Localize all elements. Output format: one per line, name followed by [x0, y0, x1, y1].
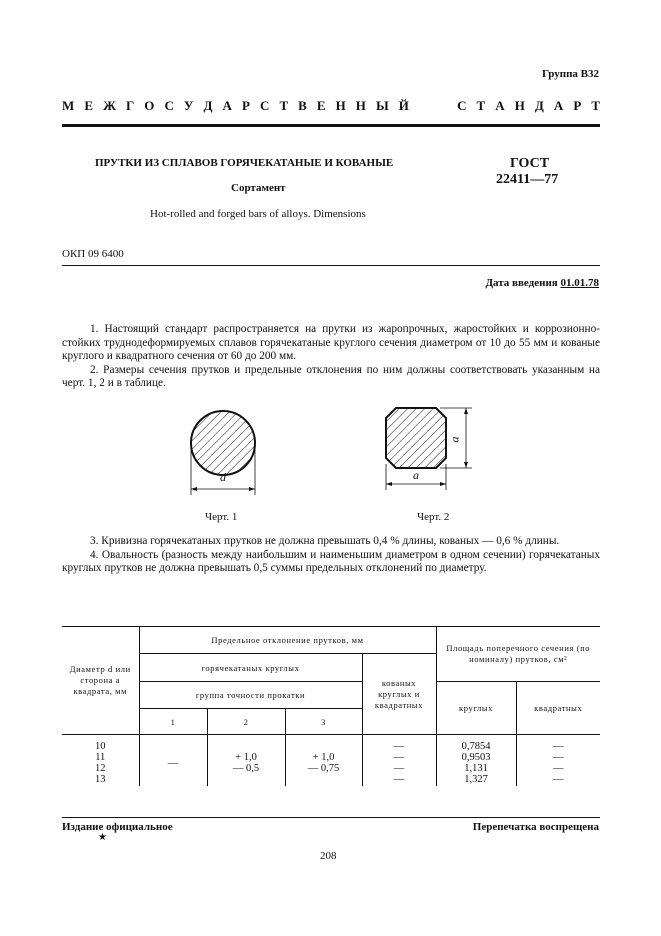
paragraphs-block-1 [62, 323, 600, 391]
group2-cell [207, 735, 285, 787]
header-round: круглых [436, 682, 516, 735]
okp-rule [62, 265, 600, 266]
fig2-bottom-label: a [413, 468, 419, 482]
diameter-cell [62, 735, 139, 787]
round-area-value: 1,327 [464, 774, 488, 785]
document-subtitle: Сортамент [231, 182, 286, 194]
paragraph-4: 4. Овальность (разность между наибольшим и наименьшим диаметром в одном сечении) горячекатаных круглых прутков не должна превышать 0,5 суммы предельных отклонений по диаметру. [62, 548, 600, 574]
header-diameter: Диаметр d или сторона a квадрата, мм [62, 627, 139, 735]
group3-plus: + 1,0 [312, 752, 335, 763]
forged-value: — [393, 763, 405, 774]
forged-cell [362, 735, 436, 787]
header-precision: группа точности прокатки [139, 682, 362, 709]
header-forged: кованых круглых и квадратных [362, 654, 436, 735]
fig1-dimension-label: d [220, 470, 226, 484]
paragraph-2: 2. Размеры сечения прутков и предельные отклонения по ним должны соответствовать указанным на черт. 1, 2 и в таблице. [62, 363, 600, 389]
diameter-value: 11 [95, 752, 106, 763]
standard-banner [62, 98, 600, 114]
forged-value: — [393, 774, 405, 785]
forged-value: — [393, 741, 405, 752]
square-area-cell [516, 735, 600, 787]
diameter-value: 12 [95, 763, 106, 774]
round-area-value: 1,131 [464, 763, 488, 774]
header-group-3: 3 [285, 709, 362, 735]
group1-value: — [167, 757, 179, 769]
group3-minus: — 0,75 [307, 763, 340, 774]
banner-rule [62, 124, 600, 127]
square-area-value: — [553, 774, 564, 785]
footer-official: Издание официальное [62, 821, 173, 833]
diameter-value: 10 [95, 741, 106, 752]
gost-label: ГОСТ [510, 156, 550, 171]
header-hot-round: горячекатаных круглых [139, 654, 362, 682]
document-title: ПРУТКИ ИЗ СПЛАВОВ ГОРЯЧЕКАТАНЫЕ И КОВАНЫЕ [95, 157, 394, 169]
star-icon: ★ [98, 832, 107, 843]
square-area-value: — [553, 763, 564, 774]
figure-square-section [380, 402, 475, 492]
diameter-value: 13 [95, 774, 106, 785]
english-title: Hot-rolled and forged bars of alloys. Dimensions [150, 208, 366, 220]
page-number: 208 [320, 850, 337, 862]
fig1-caption: Черт. 1 [205, 511, 238, 523]
footer-reprint: Перепечатка воспрещена [472, 821, 599, 833]
paragraph-1: 1. Настоящий стандарт распространяется на прутки из жаропрочных, жаростойких и коррозионно-стойких труднодеформируемых сплавов горячекатаные круглого сечения диаметром от 10 до 55 мм и кованые круглого и квадратного сечения от 60 до 200 мм. [62, 323, 600, 362]
square-area-value: — [553, 752, 564, 763]
fig2-caption: Черт. 2 [417, 511, 450, 523]
okp-code: ОКП 09 6400 [62, 248, 124, 260]
group1-cell [139, 735, 207, 787]
fig2-side-label: a [447, 436, 462, 443]
sizes-table [62, 626, 600, 786]
group-code: Группа В32 [541, 68, 599, 80]
group2-minus: — 0,5 [232, 763, 260, 774]
header-group-1: 1 [139, 709, 207, 735]
banner-right: С Т А Н Д А Р Т [457, 98, 600, 113]
group2-plus: + 1,0 [235, 752, 257, 763]
forged-value: — [393, 752, 405, 763]
effective-date [485, 277, 599, 289]
header-square: квадратных [516, 682, 600, 735]
round-area-value: 0,7854 [461, 741, 491, 752]
group3-cell [285, 735, 362, 787]
header-deviation: Предельное отклонение прутков, мм [139, 627, 436, 654]
table-row [62, 735, 600, 787]
gost-designation [496, 156, 558, 188]
gost-number: 22411—77 [496, 172, 559, 187]
round-area-value: 0,9503 [461, 752, 491, 763]
banner-left: М Е Ж Г О С У Д А Р С Т В Е Н Н Ы Й [62, 98, 409, 113]
header-group-2: 2 [207, 709, 285, 735]
header-area: Площадь поперечного сечения (по номиналу) прутков, см² [436, 627, 600, 682]
date-label: Дата введения [485, 277, 558, 289]
paragraph-3: 3. Кривизна горячекатаных прутков не должна превышать 0,4 % длины, кованых — 0,6 % длины. [90, 535, 560, 547]
paragraphs-block-2 [62, 535, 600, 576]
figure-round-section [185, 405, 275, 500]
footer-rule [62, 817, 600, 818]
round-area-cell [436, 735, 516, 787]
square-area-value: — [553, 741, 564, 752]
date-value: 01.01.78 [560, 277, 599, 289]
